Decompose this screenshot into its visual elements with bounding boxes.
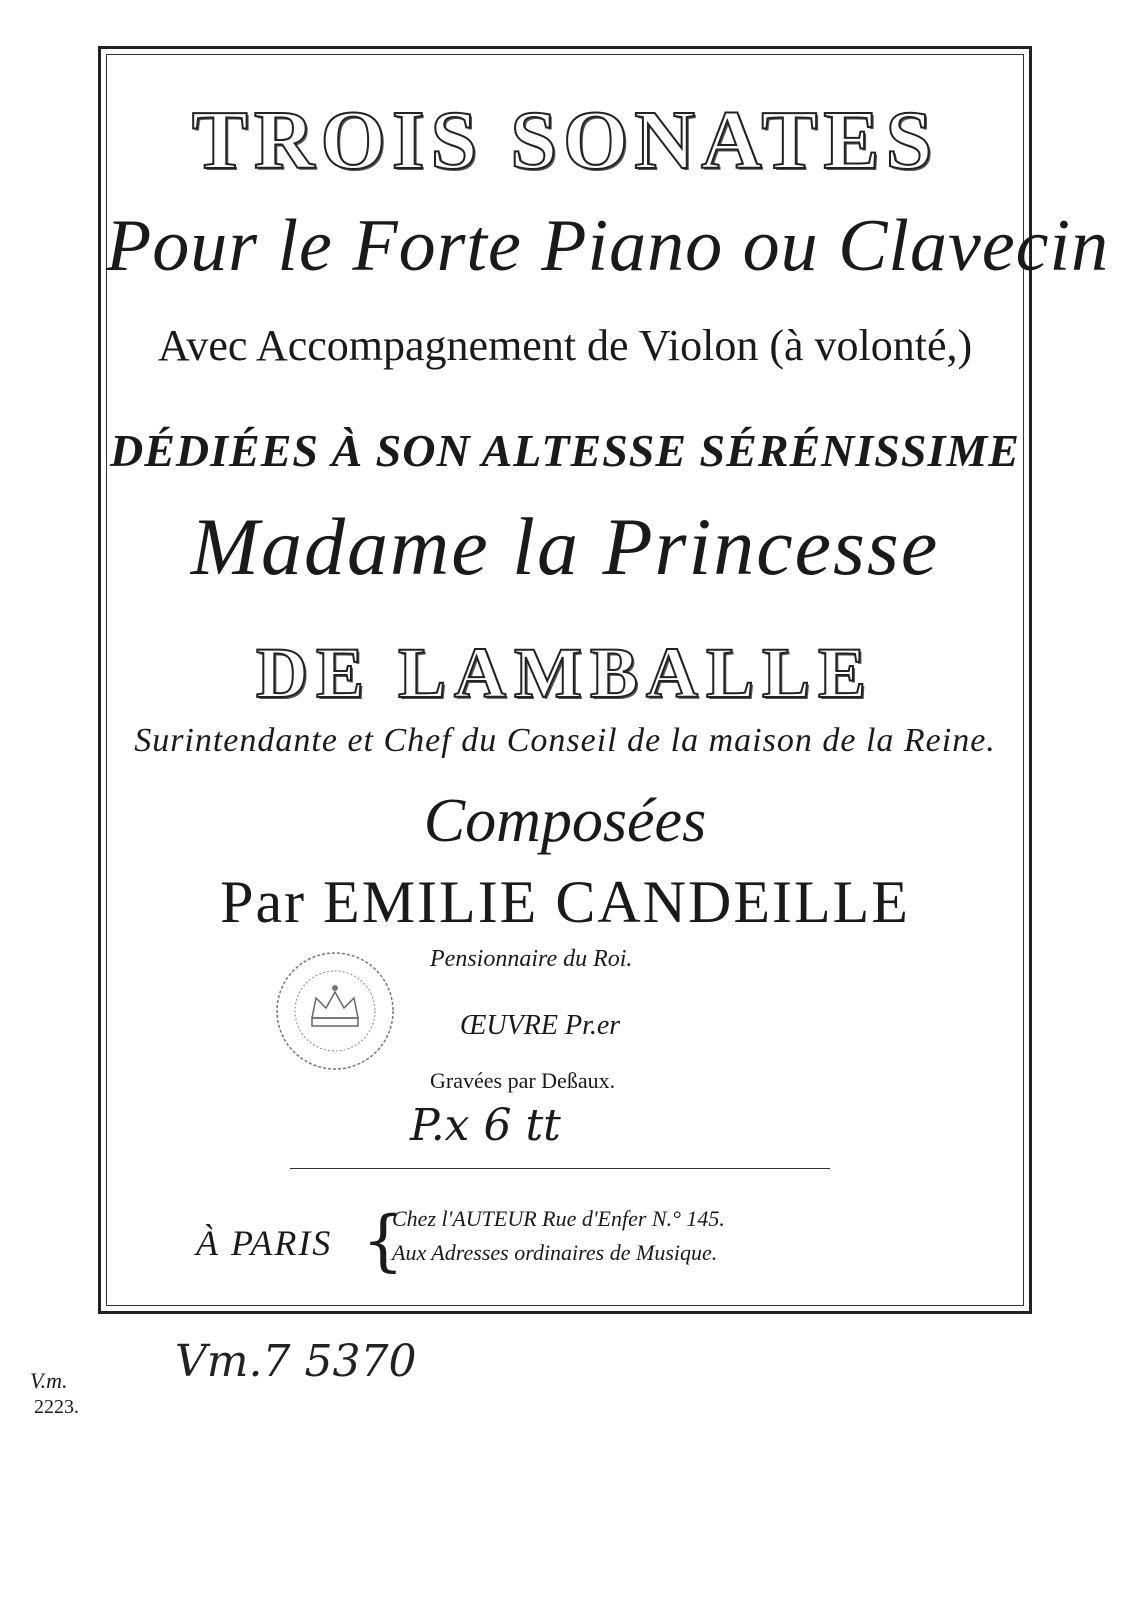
- imprint-address-1: Chez l'AUTEUR Rue d'Enfer N.° 145.: [392, 1206, 725, 1231]
- shelfmark: Vm.7 5370: [175, 1336, 417, 1387]
- dedicatee-title: Madame la Princesse: [190, 501, 940, 592]
- composer-line: Par EMILIE CANDEILLE: [220, 869, 910, 935]
- instrument-line: Pour le Forte Piano ou Clavecin: [106, 205, 1110, 287]
- dedicatee-role: Surintendante et Chef du Conseil de la maison de la Reine.: [134, 722, 996, 759]
- opus-line: ŒUVRE Pr.er: [460, 1010, 621, 1041]
- imprint-address-2: Aux Adresses ordinaires de Musique.: [392, 1240, 718, 1265]
- engraver-line: Gravées par Deßaux.: [430, 1068, 616, 1093]
- library-code-a: V.m.: [30, 1368, 68, 1393]
- dedicatee-name: DE LAMBALLE: [255, 633, 875, 713]
- imprint-city: À PARIS: [196, 1223, 333, 1263]
- dedication-line: DÉDIÉES À SON ALTESSE SÉRÉNISSIME: [110, 425, 1020, 476]
- title: TROIS SONATES: [191, 94, 939, 187]
- composer-title: Pensionnaire du Roi.: [430, 946, 633, 972]
- library-stamp-icon: [272, 948, 398, 1074]
- library-code-b: 2223.: [34, 1396, 79, 1418]
- composed-line: Composées: [423, 787, 707, 855]
- brace-icon: {: [362, 1202, 404, 1279]
- price-mark: P.x 6 tt: [410, 1100, 561, 1151]
- accompaniment-line: Avec Accompagnement de Violon (à volonté,): [157, 321, 973, 370]
- divider-rule: [290, 1168, 830, 1169]
